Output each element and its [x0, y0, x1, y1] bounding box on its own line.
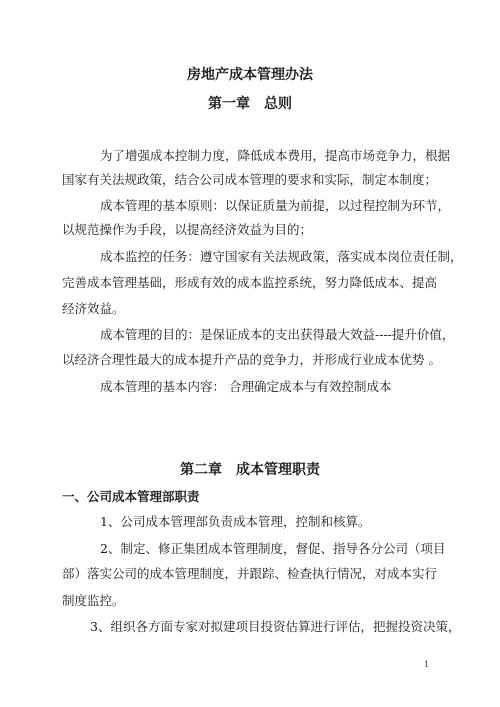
section-heading: 一、公司成本管理部职责: [62, 489, 200, 504]
page-number: 1: [424, 660, 430, 669]
paragraph-line: 经济效益。: [62, 301, 125, 316]
paragraph-line: 制度监控。: [62, 593, 125, 608]
paragraph-line: 2、制定、修正集团成本管理制度，督促、指导各分公司（项目: [100, 541, 446, 556]
paragraph-line: 部）落实公司的成本管理制度，并跟踪、检查执行情况，对成本实行: [62, 566, 438, 581]
paragraph-line: 以经济合理性最大的成本提升产品的竞争力，并形成行业成本优势 。: [62, 352, 441, 367]
paragraph-line: 成本管理的目的：是保证成本的支出获得最大效益----提升价值，: [100, 327, 455, 342]
paragraph-line: 成本管理的基本内容： 合理确定成本与有效控制成本: [100, 379, 392, 394]
chapter-2-heading: 第二章 成本管理职责: [180, 462, 320, 478]
paragraph-line: 成本监控的任务：遵守国家有关法规政策，落实成本岗位责任制，: [100, 249, 463, 264]
paragraph-line: 成本管理的基本原则：以保证质量为前提，以过程控制为环节，: [100, 198, 451, 213]
document-title: 房地产成本管理办法: [187, 67, 313, 83]
chapter-1-heading: 第一章 总则: [208, 96, 292, 112]
paragraph-line: 1、公司成本管理部负责成本管理，控制和核算。: [100, 514, 371, 529]
paragraph-line: 完善成本管理基础，形成有效的成本监控系统，努力降低成本、提高: [62, 275, 438, 290]
paragraph-line: 为了增强成本控制力度，降低成本费用，提高市场竞争力，根据: [100, 148, 451, 163]
paragraph-line: 以规范操作为手段，以提高经济效益为目的；: [62, 222, 313, 237]
paragraph-line: 3、组织各方面专家对拟建项目投资估算进行评估，把握投资决策，: [90, 619, 461, 634]
paragraph-line: 国家有关法规政策，结合公司成本管理的要求和实际，制定本制度；: [62, 172, 438, 187]
